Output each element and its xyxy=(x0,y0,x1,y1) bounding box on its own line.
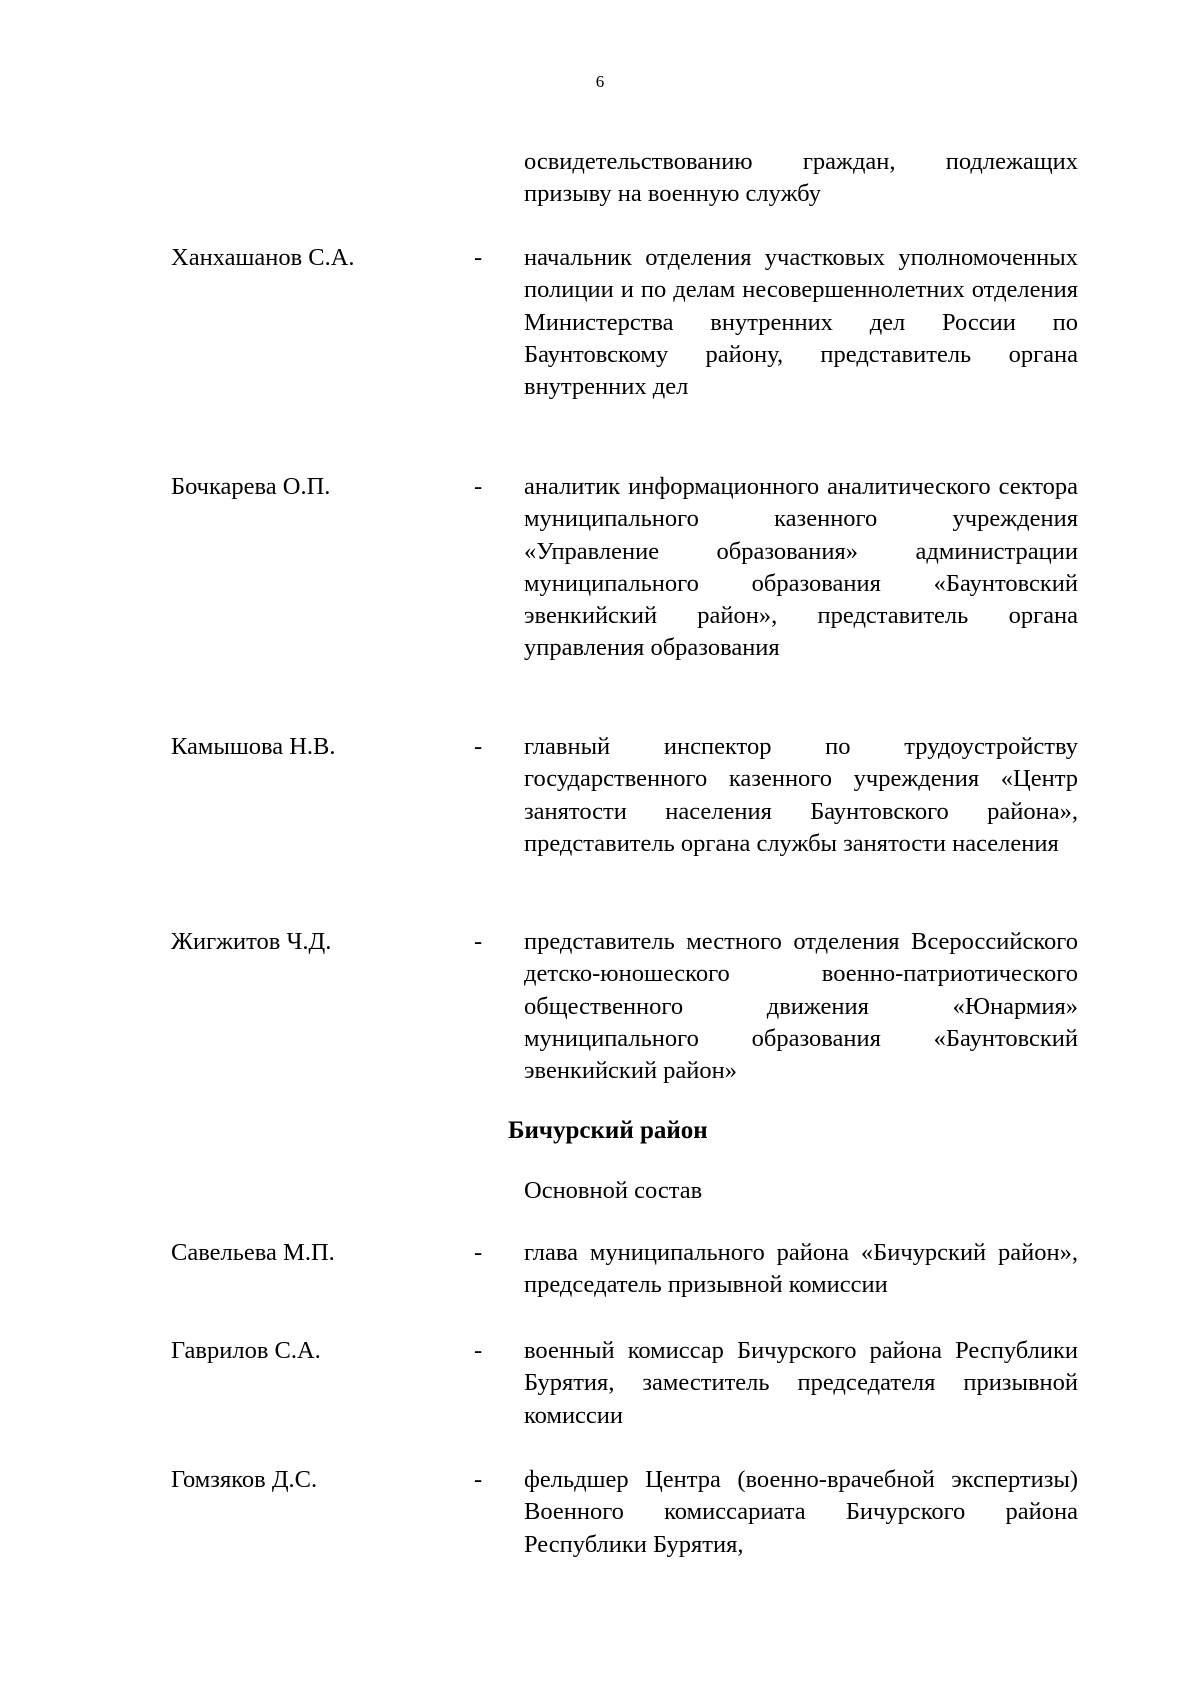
member-name: Гомзяков Д.С. xyxy=(171,1466,318,1493)
member-name: Савельева М.П. xyxy=(171,1239,335,1266)
member-description: аналитик информационного аналитического сектора муниципального казенного учреждения «Управление образования» администрации муниципального образования «Баунтовский эвенкийский район», представитель органа управления образования xyxy=(524,473,1078,662)
member-dash: - xyxy=(474,928,483,955)
member-description: главный инспектор по трудоустройству государственного казенного учреждения «Центр занятости населения Баунтовского района», представитель органа службы занятости населения xyxy=(524,733,1078,857)
member-dash: - xyxy=(474,473,483,500)
member-description: фельдшер Центра (военно-врачебной экспертизы) Военного комиссариата Бичурского района Республики Бурятия, xyxy=(524,1466,1078,1558)
member-description: глава муниципального района «Бичурский район», председатель призывной комиссии xyxy=(524,1239,1078,1299)
member-dash: - xyxy=(474,1466,483,1493)
member-description: начальник отделения участковых уполномоченных полиции и по делам несовершеннолетних отделения Министерства внутренних дел России по Баунтовскому району, представитель органа внутренних дел xyxy=(524,244,1078,401)
member-name: Жигжитов Ч.Д. xyxy=(171,928,332,955)
member-dash: - xyxy=(474,733,483,760)
member-description: военный комиссар Бичурского района Республики Бурятия, заместитель председателя призывной комиссии xyxy=(524,1337,1078,1429)
page-number: 6 xyxy=(595,72,605,91)
member-description: представитель местного отделения Всероссийского детско-юношеского военно-патриотического общественного движения «Юнармия» муниципального образования «Баунтовский эвенкийский район» xyxy=(524,928,1078,1085)
section-heading: Бичурский район xyxy=(508,1117,708,1144)
continuation-text: освидетельствованию граждан, подлежащих призыву на военную службу xyxy=(524,148,1078,208)
member-name: Бочкарева О.П. xyxy=(171,473,331,500)
member-name: Гаврилов С.А. xyxy=(171,1337,321,1364)
member-name: Камышова Н.В. xyxy=(171,733,336,760)
member-dash: - xyxy=(474,1239,483,1266)
subsection-heading: Основной состав xyxy=(524,1177,703,1204)
member-dash: - xyxy=(474,244,483,271)
member-name: Ханхашанов С.А. xyxy=(171,244,355,271)
member-dash: - xyxy=(474,1337,483,1364)
